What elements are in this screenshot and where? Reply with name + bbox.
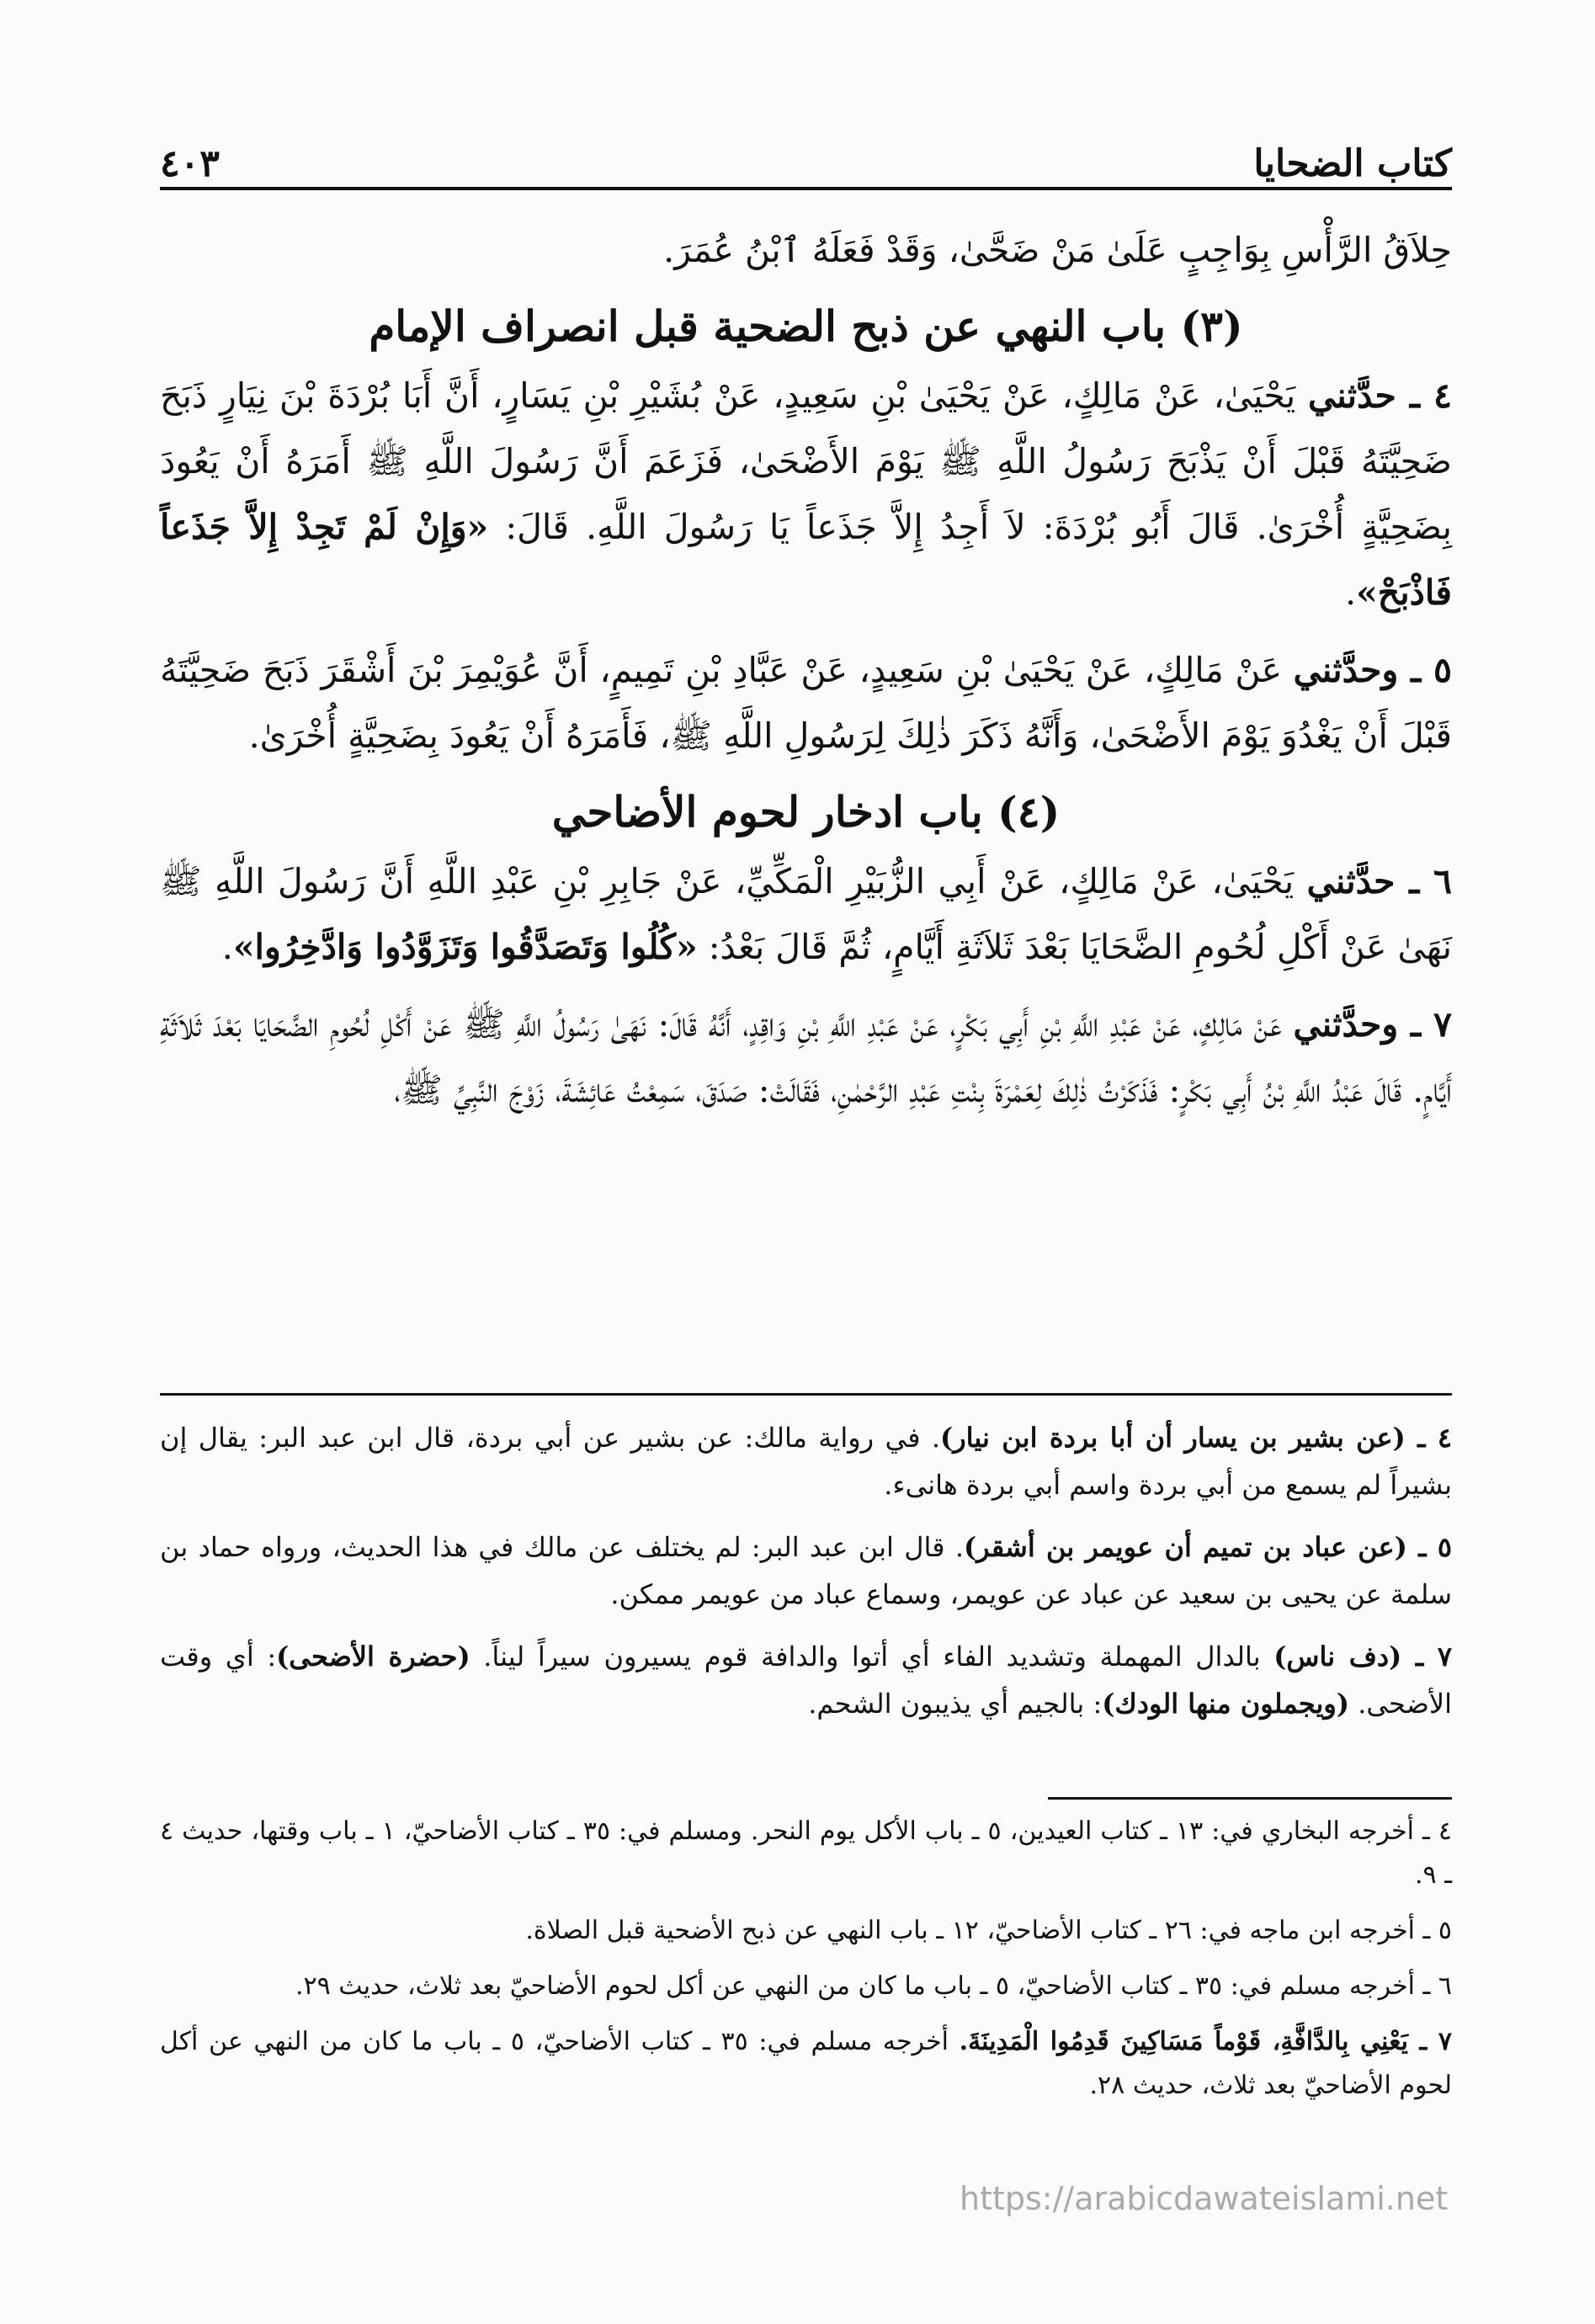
hadith-6-text: يَحْيَىٰ، عَنْ مَالِكٍ، عَنْ أَبِي الزُّبَيْرِ الْمَكِّيِّ، عَنْ جَابِرِ بْنِ عَبْدِ اللَّهِ أَنَّ رَسُولَ اللَّهِ ﷺ نَهَىٰ عَنْ أَكْلِ لُحُومِ الضَّحَايَا بَعْدَ ثَلاَثَةِ أَيَّامٍ، ثُمَّ قَالَ بَعْدُ:	[160, 861, 1452, 967]
reference-6: ٦ ـ أخرجه مسلم في: ٣٥ ـ كتاب الأضاحيّ، ٥ ـ باب ما كان من النهي عن أكل لحوم الأضاحيّ بعد ثلاث، حديث ٢٩.	[295, 1971, 1452, 2001]
note-7-term-2: (حضرة الأضحى)	[276, 1641, 471, 1673]
commentary-notes	[160, 1414, 1452, 1742]
reference-7-text: أخرجه مسلم في: ٣٥ ـ كتاب الأضاحيّ، ٥ ـ باب ما كان من النهي عن أكل لحوم الأضاحيّ بعد ثلاث، حديث ٢٨.	[160, 2027, 1452, 2100]
hadith-4	[160, 363, 1452, 625]
references-separator	[1048, 1797, 1452, 1800]
note-7	[160, 1633, 1452, 1727]
page-number: ٤٠٣	[160, 142, 220, 185]
note-4-heading: ٤ ـ (عن بشير بن يسار أن أبا بردة ابن نيار)	[940, 1422, 1453, 1454]
chapter-3-heading: (٣) باب النهي عن ذبح الضحية قبل انصراف الإمام	[369, 301, 1243, 351]
reference-5: ٥ ـ أخرجه ابن ماجه في: ٢٦ ـ كتاب الأضاحيّ، ١٢ ـ باب النهي عن ذبح الأضحية قبل الصلاة.	[525, 1916, 1452, 1945]
hadith-6-quote: «كُلُوا وَتَصَدَّقُوا وَتَزَوَّدُوا وَادَّخِرُوا»	[232, 927, 698, 967]
reference-7	[160, 2020, 1452, 2108]
hadith-4-lead: ٤ ـ حدَّثني	[1308, 375, 1453, 416]
hadith-7-text: عَنْ مَالِكٍ، عَنْ عَبْدِ اللَّهِ بْنِ أَبِي بَكْرٍ، عَنْ عَبْدِ اللَّهِ بْنِ وَاقِدٍ، أَنَّهُ قَالَ: نَهَىٰ رَسُولُ اللَّهِ ﷺ عَنْ أَكْلِ لُحُومِ الضَّحَايَا بَعْدَ ثَلاَثَةِ أَيَّامٍ. قَالَ عَبْدُ اللَّهِ بْنُ أَبِي بَكْرٍ: فَذَكَرْتُ ذٰلِكَ لِعَمْرَةَ بِنْتِ عَبْدِ الرَّحْمٰنِ، فَقَالَتْ: صَدَقَ، سَمِعْتُ عَائِشَةَ، زَوْجَ النَّبِيِّ ﷺ،	[160, 1004, 1452, 1110]
hadith-6-end: .	[221, 927, 233, 967]
hadith-5	[160, 637, 1452, 768]
watermark-url: https://arabicdawateislami.net	[960, 2180, 1449, 2217]
note-4-text: . في رواية مالك: عن بشير عن أبي بردة، قال ابن عبد البر: يقال إن بشيراً لم يسمع من أبي بردة واسم أبي بردة هانىء.	[160, 1422, 1452, 1501]
opening-line: حِلاَقُ الرَّأْسِ بِوَاجِبٍ عَلَىٰ مَنْ ضَحَّىٰ، وَقَدْ فَعَلَهُ ٱبْنُ عُمَرَ.	[663, 230, 1452, 270]
note-7-term-3: (ويجملون منها الودك)	[1102, 1688, 1350, 1720]
note-7-heading: ٧ ـ (دف ناس)	[1273, 1641, 1453, 1673]
hadith-4-end: .	[1345, 572, 1357, 613]
hadith-7-lead: ٧ ـ وحدَّثني	[1293, 1004, 1452, 1045]
reference-7-quote: ٧ ـ يَعْنِي بِالدَّافَّةِ، قَوْماً مَسَاكِينَ قَدِمُوا الْمَدِينَةَ.	[959, 2027, 1452, 2056]
hadith-5-lead: ٥ ـ وحدَّثني	[1293, 650, 1453, 690]
note-5	[160, 1524, 1452, 1618]
book-title: كتاب الضحايا	[1253, 142, 1452, 185]
main-text	[160, 217, 1452, 1123]
hadith-6-lead: ٦ ـ حدَّثني	[1306, 861, 1452, 901]
note-7-text-3: : بالجيم أي يذيبون الشحم.	[808, 1688, 1103, 1720]
hadith-5-text: عَنْ مَالِكٍ، عَنْ يَحْيَىٰ بْنِ سَعِيدٍ، عَنْ عَبَّادِ بْنِ تَمِيمٍ، أَنَّ عُوَيْمِرَ بْنَ أَشْقَرَ ذَبَحَ ضَحِيَّتَهُ قَبْلَ أَنْ يَغْدُوَ يَوْمَ الأَضْحَىٰ، وَأَنَّهُ ذَكَرَ ذٰلِكَ لِرَسُولِ اللَّهِ ﷺ، فَأَمَرَهُ أَنْ يَعُودَ بِضَحِيَّةٍ أُخْرَىٰ.	[160, 650, 1452, 756]
note-5-heading: ٥ ـ (عن عباد بن تميم أن عويمر بن أشقر)	[964, 1531, 1453, 1563]
hadith-6	[160, 848, 1452, 980]
note-4	[160, 1414, 1452, 1508]
references	[160, 1810, 1452, 2119]
notes-separator	[160, 1393, 1452, 1396]
page-header	[160, 126, 1452, 185]
note-5-text: . قال ابن عبد البر: لم يختلف عن مالك في هذا الحديث، ورواه حماد بن سلمة عن يحيى بن سعيد عن عباد عن عويمر، وسماع عباد من عويمر ممكن.	[160, 1531, 1452, 1610]
hadith-4-text: يَحْيَىٰ، عَنْ مَالِكٍ، عَنْ يَحْيَىٰ بْنِ سَعِيدٍ، عَنْ بُشَيْرِ بْنِ يَسَارٍ، أَنَّ أَبَا بُرْدَةَ بْنَ نِيَارٍ ذَبَحَ ضَحِيَّتَهُ قَبْلَ أَنْ يَذْبَحَ رَسُولُ اللَّهِ ﷺ يَوْمَ الأَضْحَىٰ، فَزَعَمَ أَنَّ رَسُولَ اللَّهِ ﷺ أَمَرَهُ أَنْ يَعُودَ بِضَحِيَّةٍ أُخْرَىٰ. قَالَ أَبُو بُرْدَةَ: لاَ أَجِدُ إِلاَّ جَذَعاً يَا رَسُولَ اللَّهِ. قَالَ:	[160, 375, 1452, 547]
note-7-text-1: بالدال المهملة وتشديد الفاء أي أتوا والدافة قوم يسيرون سيراً ليناً.	[470, 1641, 1274, 1673]
hadith-4-quote: «وَإِنْ لَمْ تَجِدْ إِلاَّ جَذَعاً فَاذْبَحْ»	[160, 507, 1452, 613]
header-rule	[160, 187, 1452, 190]
chapter-4-heading: (٤) باب ادخار لحوم الأضاحي	[551, 787, 1061, 837]
reference-4: ٤ ـ أخرجه البخاري في: ١٣ ـ كتاب العيدين، ٥ ـ باب الأكل يوم النحر. ومسلم في: ٣٥ ـ كتاب الأضاحيّ، ١ ـ باب وقتها، حديث ٤ ـ ٩.	[160, 1816, 1452, 1890]
hadith-7	[160, 992, 1452, 1123]
note-7-text-2: : أي وقت الأضحى.	[160, 1641, 1452, 1720]
